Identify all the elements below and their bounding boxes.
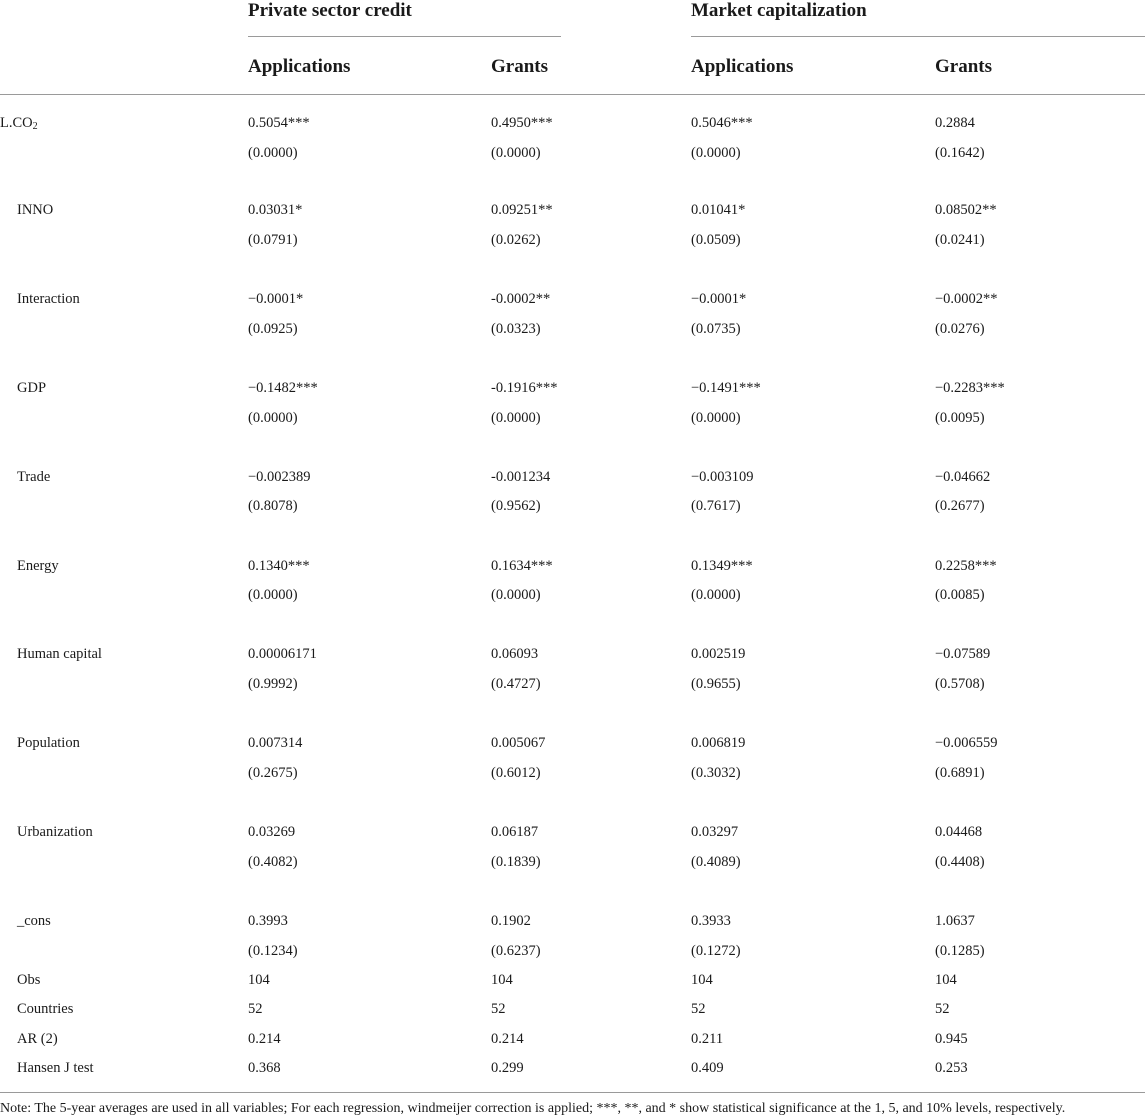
coef-cell: −0.04662 [935,469,991,485]
stat-cell: 104 [691,972,713,988]
pvalue-cell: (0.6237) [491,943,541,959]
coef-cell: 0.2884 [935,115,975,131]
pvalue-cell: (0.0085) [935,587,985,603]
row-label: _cons [17,913,51,929]
stat-cell: 104 [491,972,513,988]
pvalue-cell: (0.9992) [248,676,298,692]
coef-cell: 0.06187 [491,824,539,840]
coef-cell: 0.006819 [691,735,746,751]
stat-cell: 52 [491,1001,506,1017]
coef-cell: −0.006559 [935,735,998,751]
stat-cell: 0.945 [935,1031,968,1047]
coef-cell: −0.1482*** [248,380,318,396]
pvalue-cell: (0.7617) [691,498,741,514]
pvalue-cell: (0.0000) [248,410,298,426]
row-label: Energy [17,558,59,574]
coef-cell: −0.07589 [935,646,991,662]
pvalue-cell: (0.0000) [691,410,741,426]
coef-cell: −0.0002** [935,291,998,307]
pvalue-cell: (0.6012) [491,765,541,781]
coef-cell: 0.1340*** [248,558,310,574]
row-label: Trade [17,469,51,485]
coef-cell: 0.03269 [248,824,296,840]
coef-cell: 0.5046*** [691,115,753,131]
coef-cell: 0.03031* [248,202,303,218]
row-label: INNO [17,202,54,218]
column-header-grants: Grants [935,56,992,77]
pvalue-cell: (0.1272) [691,943,741,959]
column-header-grants: Grants [491,56,548,77]
pvalue-cell: (0.0000) [248,145,298,161]
pvalue-cell: (0.0000) [691,145,741,161]
coef-cell: 0.007314 [248,735,303,751]
row-label: Obs [17,972,41,988]
pvalue-cell: (0.0000) [248,587,298,603]
coef-cell: -0.1916*** [491,380,558,396]
pvalue-cell: (0.4082) [248,854,298,870]
coef-cell: -0.0002** [491,291,551,307]
row-label: Countries [17,1001,74,1017]
row-label: AR (2) [17,1031,58,1047]
pvalue-cell: (0.3032) [691,765,741,781]
coef-cell: 0.03297 [691,824,739,840]
pvalue-cell: (0.0276) [935,321,985,337]
coef-cell: 0.1349*** [691,558,753,574]
row-label: Interaction [17,291,80,307]
pvalue-cell: (0.0925) [248,321,298,337]
coef-cell: 0.1902 [491,913,531,929]
pvalue-cell: (0.0000) [491,145,541,161]
group-rule-private [248,36,561,37]
coef-cell: −0.2283*** [935,380,1005,396]
pvalue-cell: (0.2677) [935,498,985,514]
pvalue-cell: (0.9562) [491,498,541,514]
coef-cell: 0.04468 [935,824,983,840]
pvalue-cell: (0.2675) [248,765,298,781]
stat-cell: 104 [935,972,957,988]
coef-cell: 0.08502** [935,202,997,218]
pvalue-cell: (0.0509) [691,232,741,248]
coef-cell: −0.1491*** [691,380,761,396]
pvalue-cell: (0.0735) [691,321,741,337]
stat-cell: 104 [248,972,270,988]
coef-cell: 0.4950*** [491,115,553,131]
pvalue-cell: (0.0262) [491,232,541,248]
pvalue-cell: (0.0000) [691,587,741,603]
pvalue-cell: (0.1285) [935,943,985,959]
pvalue-cell: (0.0095) [935,410,985,426]
stat-cell: 0.368 [248,1060,281,1076]
stat-cell: 0.211 [691,1031,724,1047]
coef-cell: 0.01041* [691,202,746,218]
group-title-private-sector-credit: Private sector credit [248,0,412,21]
column-header-applications: Applications [691,56,794,77]
pvalue-cell: (0.0241) [935,232,985,248]
stat-cell: 0.214 [491,1031,524,1047]
pvalue-cell: (0.4408) [935,854,985,870]
coef-cell: 1.0637 [935,913,975,929]
group-rule-market [691,36,1145,37]
pvalue-cell: (0.9655) [691,676,741,692]
stat-cell: 0.253 [935,1060,968,1076]
table-note: Note: The 5-year averages are used in all variables; For each regression, windmeijer correction is applied; ***, **, and * show statistical significance at the 1, 5, and 10% levels, respectively. [0,1101,1066,1116]
table-bottom-rule [0,1092,1145,1093]
column-header-applications: Applications [248,56,351,77]
pvalue-cell: (0.0323) [491,321,541,337]
row-label: Urbanization [17,824,93,840]
row-label: $L.CO_2$ [0,115,38,132]
coef-cell: 0.3933 [691,913,731,929]
row-label: GDP [17,380,47,396]
coef-cell: 0.06093 [491,646,539,662]
coef-cell: −0.003109 [691,469,754,485]
coef-cell: −0.002389 [248,469,311,485]
pvalue-cell: (0.0791) [248,232,298,248]
row-label: Human capital [17,646,102,662]
pvalue-cell: (0.0000) [491,410,541,426]
pvalue-cell: (0.8078) [248,498,298,514]
pvalue-cell: (0.0000) [491,587,541,603]
pvalue-cell: (0.6891) [935,765,985,781]
pvalue-cell: (0.1839) [491,854,541,870]
header-bottom-rule [0,94,1145,95]
coef-cell: −0.0001* [691,291,747,307]
stat-cell: 0.299 [491,1060,524,1076]
pvalue-cell: (0.1234) [248,943,298,959]
pvalue-cell: (0.1642) [935,145,985,161]
stat-cell: 52 [935,1001,950,1017]
coef-cell: −0.0001* [248,291,304,307]
row-label: Population [17,735,80,751]
row-label: Hansen J test [17,1060,94,1076]
coef-cell: 0.002519 [691,646,746,662]
coef-cell: 0.2258*** [935,558,997,574]
stat-cell: 52 [248,1001,263,1017]
coef-cell: 0.09251** [491,202,553,218]
pvalue-cell: (0.4727) [491,676,541,692]
coef-cell: 0.1634*** [491,558,553,574]
coef-cell: 0.00006171 [248,646,317,662]
pvalue-cell: (0.4089) [691,854,741,870]
stat-cell: 52 [691,1001,706,1017]
stat-cell: 0.214 [248,1031,281,1047]
group-title-market-capitalization: Market capitalization [691,0,867,21]
coef-cell: 0.005067 [491,735,546,751]
stat-cell: 0.409 [691,1060,724,1076]
coef-cell: 0.5054*** [248,115,310,131]
coef-cell: -0.001234 [491,469,551,485]
pvalue-cell: (0.5708) [935,676,985,692]
coef-cell: 0.3993 [248,913,288,929]
